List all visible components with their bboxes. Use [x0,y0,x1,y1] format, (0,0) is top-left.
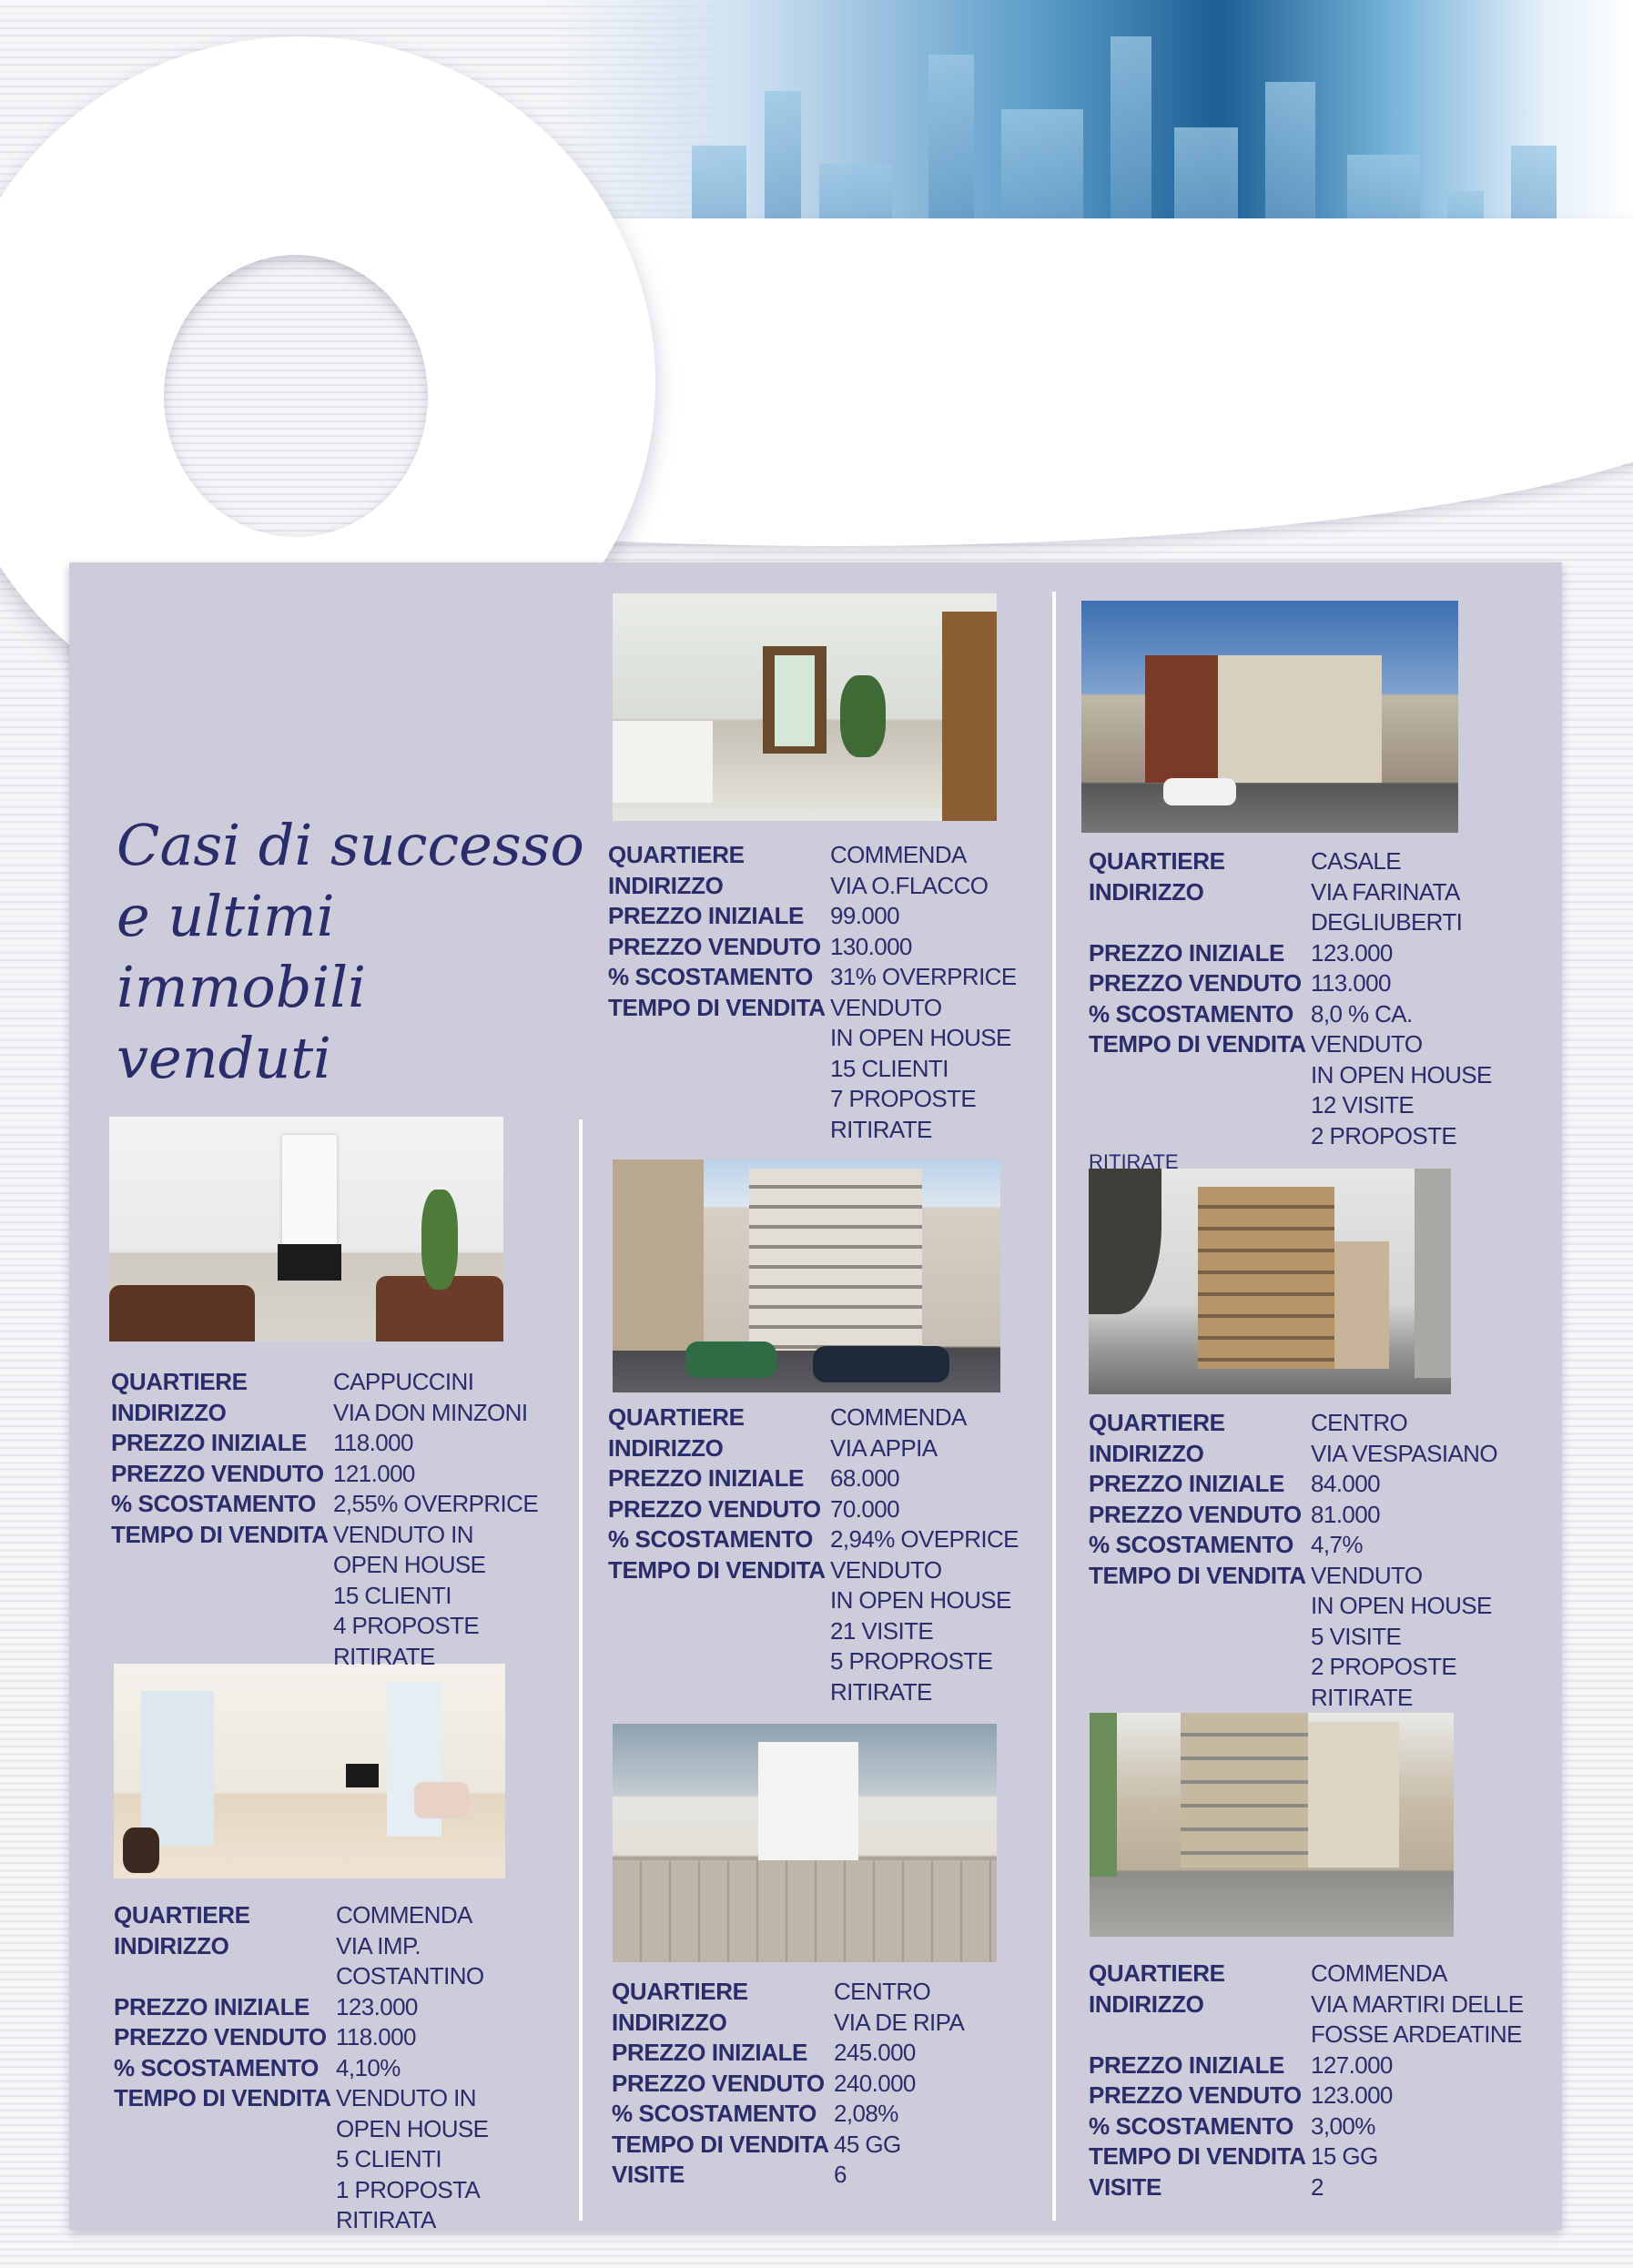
listing-info: QUARTIERE CENTRO INDIRIZZO VIA DE RIPA PREZZO INIZIALE 245.000 PREZZO VENDUTO 240.000 % SCOSTAMENTO 2,08% TEMPO DI VENDITA 45 GG VISITE 6 [612,1978,965,2188]
column-divider-left [579,1119,583,2221]
listing-info: QUARTIERE CASALE INDIRIZZO VIA FARINATA DEGLIUBERTI PREZZO INIZIALE 123.000 PREZZO VENDUTO 113.000 % SCOSTAMENTO 8,0 % CA. TEMPO DI VENDITA VENDUTO IN OPEN HOUSE 12 VISITE 2 PROPOSTE [1089,847,1492,1149]
fireplace-room-photo [109,1117,503,1342]
apartment-block-photo [613,1159,1000,1392]
stray-ritirate-text: RITIRATE [1089,1150,1179,1173]
corner-building-photo [1089,1169,1451,1394]
listing-info: QUARTIERE COMMENDA INDIRIZZO VIA IMP. COSTANTINO PREZZO INIZIALE 123.000 PREZZO VENDUTO 118.000 % SCOSTAMENTO 4,10% TEMPO DI VENDITA VENDUTO IN OPEN HOUSE 5 CLIENTI 1 PROPOSTA RITIRATA [114,1901,489,2233]
page-title: Casi di successo e ultimi immobili venduti [117,811,584,1091]
listing-info: QUARTIERE COMMENDA INDIRIZZO VIA APPIA PREZZO INIZIALE 68.000 PREZZO VENDUTO 70.000 % SCOSTAMENTO 2,94% OVEPRICE TEMPO DI VENDITA VENDUTO IN OPEN HOUSE 21 VISITE 5 PROPROSTE RITIRATE [608,1403,1019,1706]
building-exterior-photo [1081,601,1458,833]
street-building-photo [1090,1713,1454,1937]
listing-info: QUARTIERE COMMENDA INDIRIZZO VIA O.FLACCO PREZZO INIZIALE 99.000 PREZZO VENDUTO 130.000 % SCOSTAMENTO 31% OVERPRICE TEMPO DI VENDITA VENDUTO IN OPEN HOUSE 15 CLIENTI 7 PROPOSTE RITIRATE [608,841,1017,1143]
listing-info: QUARTIERE CAPPUCCINI INDIRIZZO VIA DON MINZONI PREZZO INIZIALE 118.000 PREZZO VENDUTO 121.000 % SCOSTAMENTO 2,55% OVERPRICE TEMPO DI VENDITA VENDUTO IN OPEN HOUSE 15 CLIENTI 4 PROPOSTE RITIRATE [111,1368,539,1670]
terrace-photo [613,1724,997,1962]
listing-info: QUARTIERE COMMENDA INDIRIZZO VIA MARTIRI DELLE FOSSE ARDEATINE PREZZO INIZIALE 127.000 PREZZO VENDUTO 123.000 % SCOSTAMENTO 3,00% TEMPO DI VENDITA 15 GG VISITE 2 [1089,1959,1524,2201]
listing-info: QUARTIERE CENTRO INDIRIZZO VIA VESPASIANO PREZZO INIZIALE 84.000 PREZZO VENDUTO 81.000 % SCOSTAMENTO 4,7% TEMPO DI VENDITA VENDUTO IN OPEN HOUSE 5 VISITE 2 PROPOSTE RITIRATE [1089,1409,1497,1711]
bright-room-photo [114,1664,505,1878]
living-room-photo [613,593,997,821]
